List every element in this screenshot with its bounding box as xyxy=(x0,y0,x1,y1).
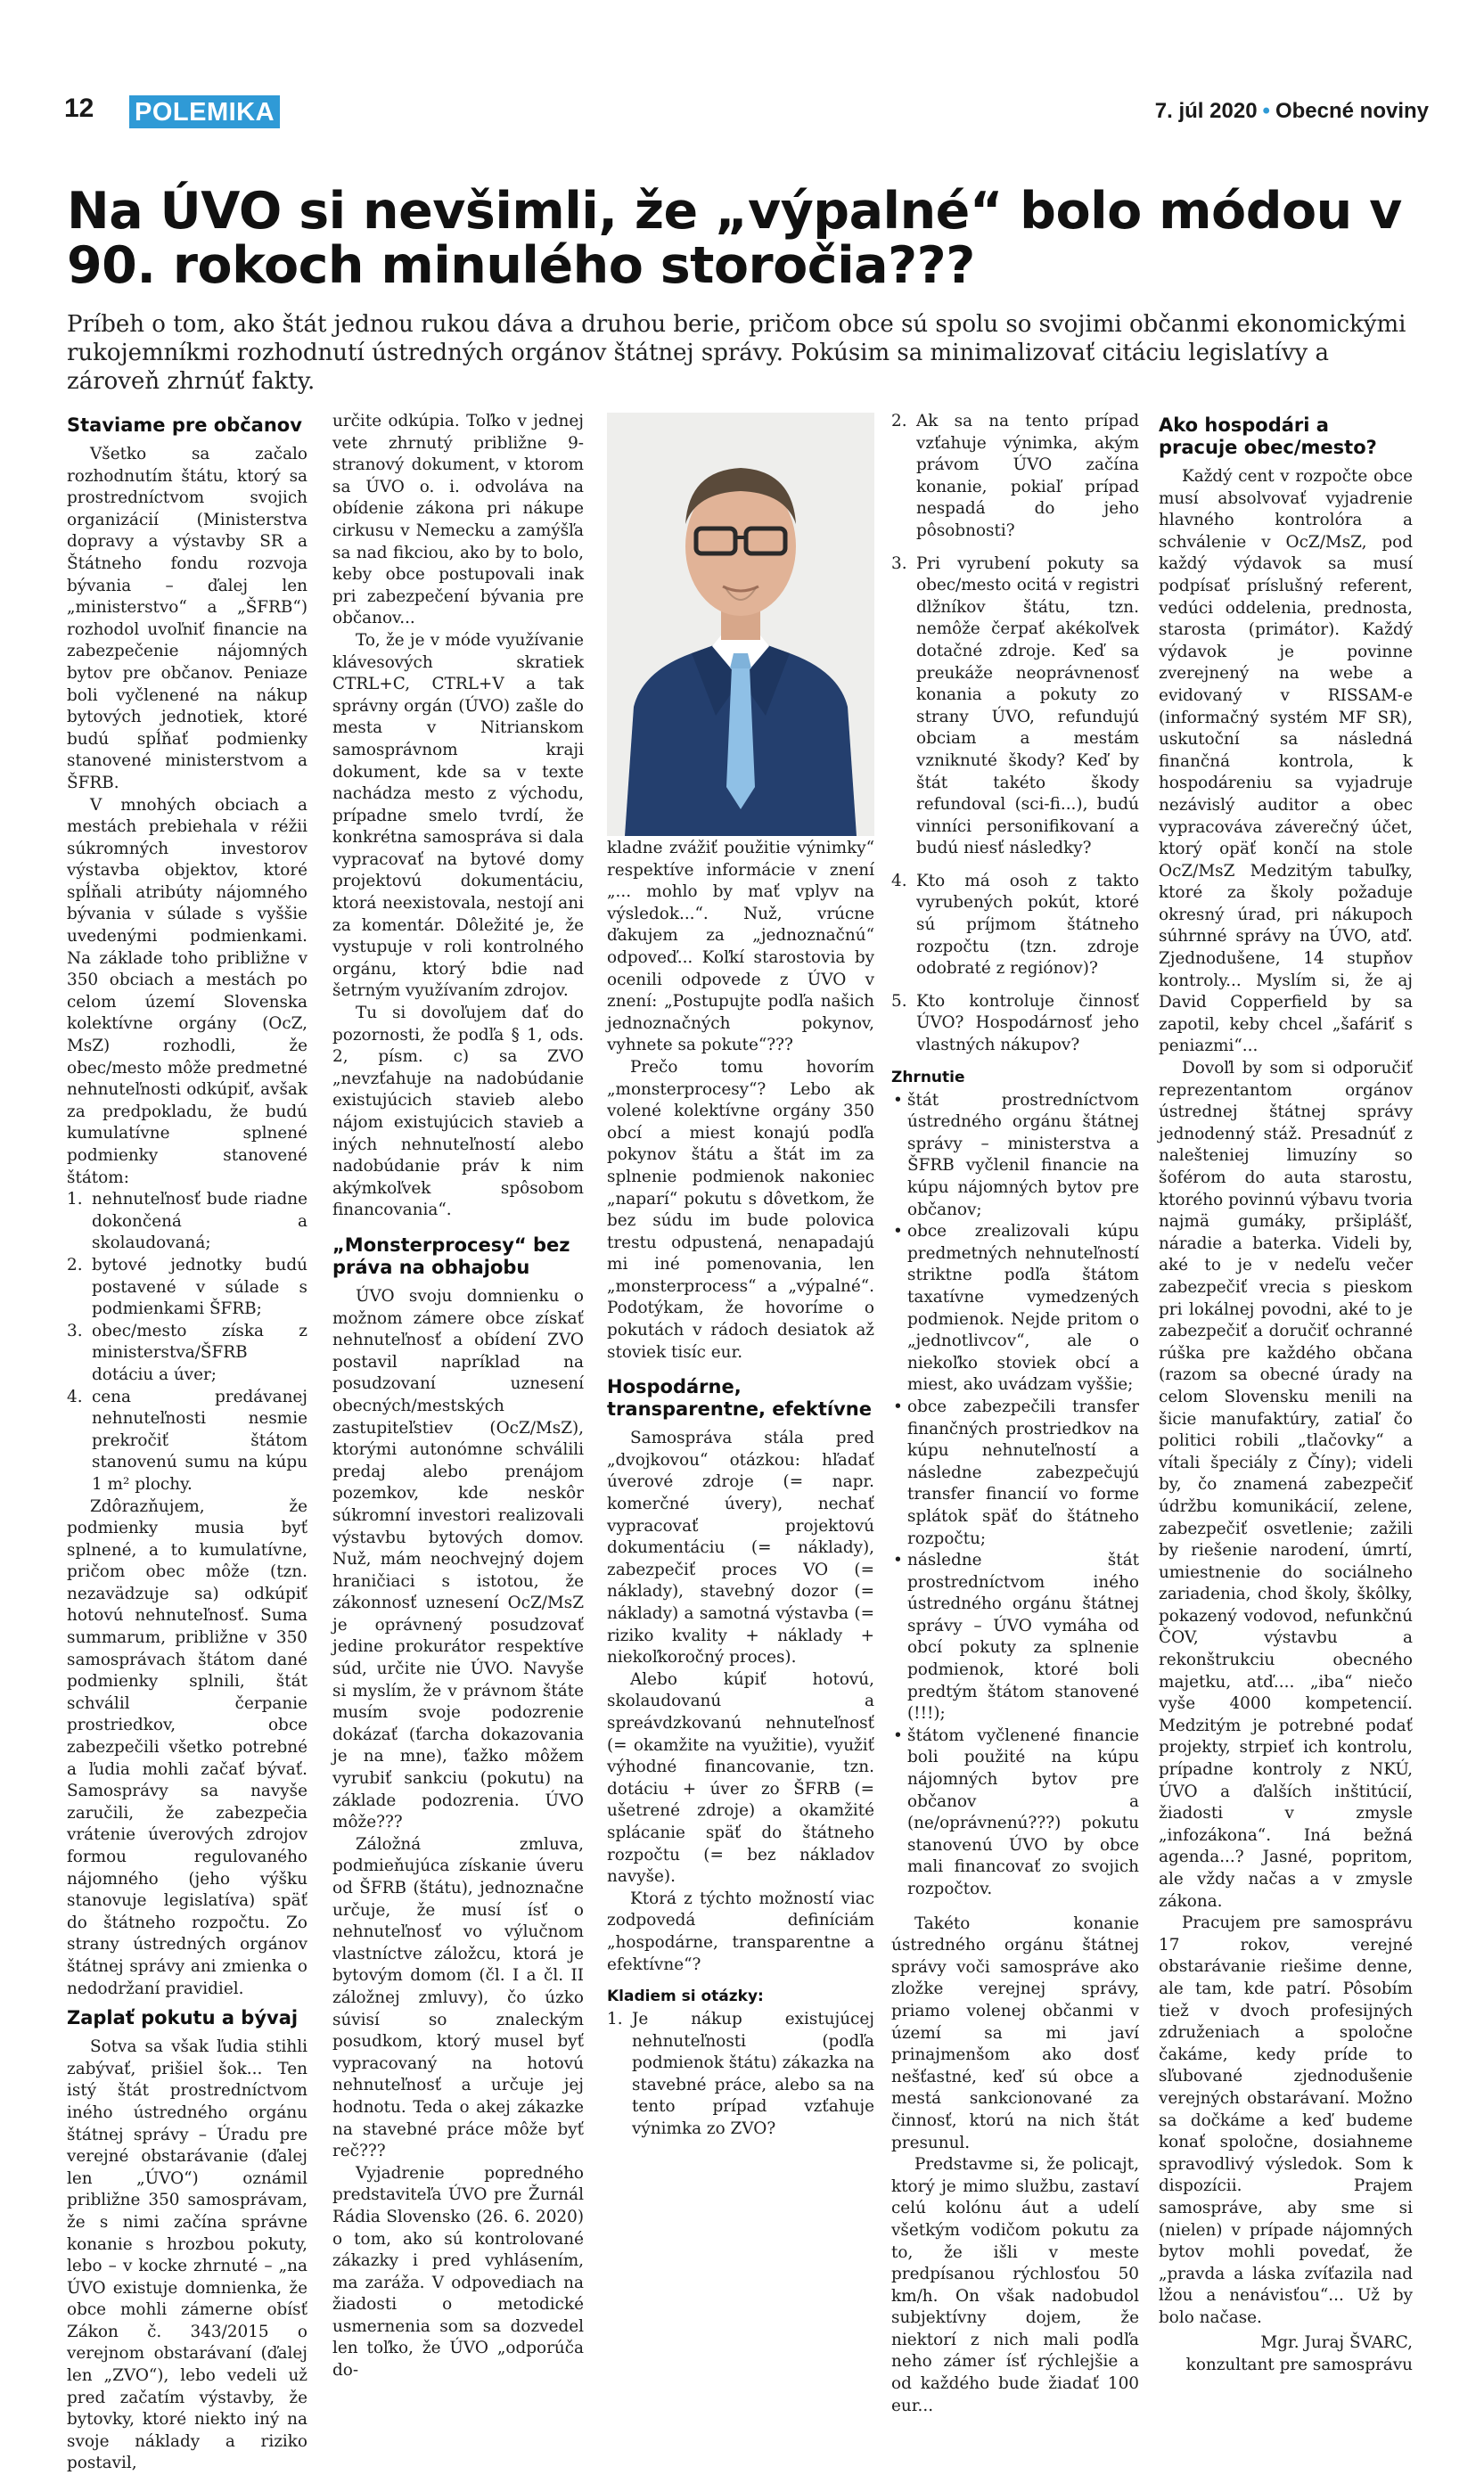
summary-item: • štát prostredníctvom ústredného orgánu štátnej správy – ministerstva a ŠFRB vyčlenil financie na kúpu nájomných bytov pre občanov; xyxy=(891,1090,1139,1222)
column-5 xyxy=(1159,411,1413,2375)
conditions-list xyxy=(67,1189,307,1496)
paragraph: Pracujem pre samosprávu 17 rokov, verejné obstarávanie riešime denne, ale tam, kde patrí. Pôsobím tiež v dvoch profesijných združeniach a spoločne čakáme, kedy príde to sľubované zjednodušenie verejných obstarávaní. Možno sa dočkáme a keď budeme konať spoločne, dosiahneme spravodlivý výsledok. Som k dispozícii. Prajem samospráve, aby sme si (nielen) v prípade nájomných bytov mohli povedať, že „pravda a láska zvíťazila nad lžou a nenávisťou“... Už by bolo načase. xyxy=(1159,1914,1413,2327)
list-item xyxy=(891,991,1139,1057)
author-name: Mgr. Juraj ŠVARC, xyxy=(1260,2333,1413,2353)
subheading-zaplat: Zaplať pokutu a bývaj xyxy=(67,2007,299,2029)
list-number: 3. xyxy=(891,553,907,573)
list-number: 1. xyxy=(607,2010,623,2029)
summary-item: • štátom vyčlenené financie boli použité na kúpu nájomných bytov pre občanov a (ne/oprávnenú???) pokutu stanovenú ÚVO by obce mali financovať zo svojich rozpočtov. xyxy=(891,1725,1139,1901)
summary-item: • následne štát prostredníctvom iného ústredného orgánu štátnej správy – ÚVO vymáha od obcí pokuty za splnenie podmienok, ktoré boli predtým štátom stanovené (!!!); xyxy=(891,1550,1139,1725)
list-text: Je nákup existujúcej nehnuteľnosti (podľa podmienok štátu) zákazka na stavebné práce, alebo sa na tento prípad vzťahuje výnimka zo ZVO? xyxy=(632,2010,874,2139)
paragraph: V mnohých obciach a mestách prebiehala v réžii súkromných investorov výstavba objektov, ktoré spĺňali atribúty nájomného bývania v súlade s vyššie uvedenými podmienkami. Na základe toho približne v 350 obciach a mestách po celom území Slovenska kolektívne orgány (OcZ, MsZ) rozhodli, že obec/mesto môže predmetné nehnuteľnosti odkúpiť, avšak za predpokladu, že budú kumulatívne splnené podmienky stanovené štátom: xyxy=(67,795,307,1187)
column-2 xyxy=(332,411,584,2381)
paragraph: kladne zvážiť použitie výnimky“ respektíve informácie v znení „... mohlo by mať vplyv na výsledok...“. Nuž, vrúcne ďakujem za „jednoznačnú“ odpoveď... Koľkí starostovia by ocenili odpovede z ÚVO v znení: „Postupujte podľa našich jednoznačných pokynov, vyhnete sa pokute“??? xyxy=(607,839,874,1055)
summary-item: • obce zrealizovali kúpu predmetných nehnuteľností striktne podľa štátom taxatívne vymedzených podmienok. Nejde pritom o „jednotlivcov“, ale o niekoľko stoviek obcí a miest, ako uvádzam vyššie; xyxy=(891,1221,1139,1397)
subheading-hospodarne: Hospodárne, transparentne, efektívne xyxy=(607,1376,872,1421)
list-item xyxy=(891,553,1139,860)
questions-list-continued xyxy=(891,411,1139,1057)
page-number: 12 xyxy=(64,94,94,123)
subheading-staviame: Staviame pre občanov xyxy=(67,414,302,436)
list-number: 2. xyxy=(891,412,907,430)
list-item xyxy=(607,2009,874,2141)
paragraph: Tu si dovoľujem dať do pozornosti, že podľa § 1, ods. 2, písm. c) sa ZVO „nevzťahuje na nadobúdanie existujúcich stavieb alebo nájom existujúcich stavieb a iných nehnuteľností alebo nadobúdanie práv k nim akýmkoľvek spôsobom financovania“. xyxy=(332,1004,584,1220)
paragraph: Všetko sa začalo rozhodnutím štátu, ktorý sa prostredníctvom svojich organizácií (Ministerstva dopravy a výstavby SR a Štátneho fondu rozvoja bývania – ďalej len „ministerstvo“ a „ŠFRB“) rozhodol uvoľniť financie na zabezpečenie nájomných bytov pre občanov. Peniaze boli vyčlenené na nákup bytových jednotiek, ktoré budú spĺňať podmienky stanovené ministerstvom a ŠFRB. xyxy=(67,445,307,792)
list-text: Ak sa na tento prípad vzťahuje výnimka, akým právom ÚVO začína konanie, pokiaľ prípad nespadá do jeho pôsobnosti? xyxy=(916,412,1139,540)
list-text: obec/mesto získa z ministerstva/ŠFRB dotáciu a úver; xyxy=(92,1321,307,1384)
list-item xyxy=(67,1189,307,1255)
list-number: 3. xyxy=(67,1321,83,1340)
paragraph: určite odkúpia. Toľko v jednej vete zhrnutý približne 9-stranový dokument, v ktorom sa ÚVO o. i. odvoláva na obídenie zákona pri nákupe cirkusu v Nemecku a zamýšľa sa nad fikciou, ako by to bolo, keby obce postupovali inak pri zabezpečení bývania pre občanov... xyxy=(332,412,584,628)
column-4 xyxy=(891,411,1139,2415)
summary-list xyxy=(891,1090,1139,1901)
section-label: POLEMIKA xyxy=(129,95,280,128)
column-1 xyxy=(67,411,307,2473)
subheading-ako-hospodari: Ako hospodári a pracuje obec/mesto? xyxy=(1159,414,1377,458)
article-lead: Príbeh o tom, ako štát jednou rukou dáva a druhou berie, pričom obce sú spolu so svojimi občanmi ekonomickými rukojemníkmi rozhodnutí ústredných orgánov štátnej správy. Pokúsim sa minimalizovať citáciu legislatívy a zároveň zhrnúť fakty. xyxy=(67,311,1406,395)
paragraph: Záložná zmluva, podmieňujúca získanie úveru od ŠFRB (štátu), jednoznačne určuje, že musí ísť o nehnuteľnosť vo výlučnom vlastníctve záložcu, ktorá je bytovým domom (čl. I a čl. II záložnej zmluvy), čo úzko súvisí so znaleckým posudkom, ktorý musel byť vypracovaný na hotovú nehnuteľnosť a určuje jej hodnotu. Teda o akej zákazke na stavebné práce môže byť reč??? xyxy=(332,1834,584,2161)
list-number: 4. xyxy=(891,871,907,890)
dateline xyxy=(1155,99,1429,124)
list-number: 2. xyxy=(67,1255,83,1274)
portrait-image xyxy=(607,413,874,836)
paragraph: Sotva sa však ľudia stihli zabývať, prišiel šok... Ten istý štát prostredníctvom iného ústredného orgánu štátnej správy – Úradu pre verejné obstarávanie (ďalej len „ÚVO“) oznámil približne 350 samosprávam, že s nimi začína správne konanie s hrozbou pokuty, lebo – v kocke zhrnuté – „na ÚVO existuje domnienka, že obce mohli zámerne obísť Zákon č. 343/2015 o verejnom obstarávaní (ďalej len „ZVO“), lebo vedeli už pred začatím výstavby, že bytovky, ktoré niekto iný na svoje náklady a riziko postavil, xyxy=(67,2037,307,2473)
questions-list xyxy=(607,2009,874,2141)
list-text: Kto má osoh z takto vyrubených pokút, ktoré sú príjmom štátneho rozpočtu (tzn. zdroje odobraté z regiónov)? xyxy=(916,871,1139,979)
list-number: 4. xyxy=(67,1387,83,1406)
subheading-zhrnutie: Zhrnutie xyxy=(891,1068,965,1086)
paragraph: Dovoľl by som si odporučiť reprezentantom orgánov ústrednej štátnej správy jednodenný stáž. Presadnúť z nalešteniej limuzíny so šoférom do auta starostu, ktorého povinnú výbavu tvoria najmä gumáky, pršiplášť, náradie a baterka. Videli by, aké to je v nedeľu večer zabezpečiť vrecia s pieskom pri lokálnej povodni, aké to je zabezpečiť a doručiť ochranné rúška pre každého občana (razom sa obecné úrady na celom Slovensku menili na šicie manufaktúry, zatiaľ čo politici robili „tlačovky“ a vítali špeciály z Číny); videli by, čo znamená zabezpečiť údržbu komunikácií, zelene, zabezpečiť osvetlenie; zažili by riešenie narodení, úmrtí, umiestnenie do sociálneho zariadenia, chod školy, škôlky, pokazený vodovod, nefunkčnú ČOV, výstavbu a rekonštrukciu obecného majetku, atď.... „iba“ niečo vyše 4000 kompetencií. Medzitým je potrebné podať projekty, strpieť ich kontrolu, prípadne kontroly z NKÚ, ÚVO a ďalších inštitúcií, žiadosti v zmysle „infozákona“. Iná bežná agenda...? Jasné, popritom, ale vždy načas a v zmysle zákona. xyxy=(1159,1059,1413,1911)
list-text: Pri vyrubení pokuty sa obec/mesto ocitá v registri dlžníkov štátu, tzn. nemôže čerpať akékoľvek dotačné zdroje. Keď sa preukáže neoprávnenosť konania a pokuty zo strany ÚVO, refundujú obciam a mestám vzniknuté škody? Keď by štát takéto škody refundoval (sci-fi...), budú vinníci personifikovaní a budú niesť následky? xyxy=(916,553,1139,858)
paragraph: Alebo kúpiť hotovú, skolaudovanú a spreávdzkovanú nehnuteľnosť (= okamžite na využitie), využiť výhodné financovanie, tzn. dotáciu + úver zo ŠFRB (= ušetrené zdroje) a okamžité splácanie späť do štátneho rozpočtu (= bez nákladov navyše). xyxy=(607,1669,874,1887)
list-item xyxy=(67,1255,307,1321)
list-item xyxy=(67,1321,307,1387)
paragraph: ÚVO svoju domnienku o možnom zámere obce získať nehnuteľnosť a obídení ZVO postavil napríklad na posudzovaní uznesení obecných/mestských zastupiteľstiev (OcZ/MsZ), ktorými autonómne schválili predaj alebo prenájom pozemkov, kde neskôr súkromní investori realizovali výstavbu bytových domov. Nuž, mám neochvejný dojem hraničiaci s istotou, že zákonnosť uznesení OcZ/MsZ je oprávnený posudzovať jedine prokurátor respektíve súd, určite nie ÚVO. Navyše si myslím, že v právnom štáte musím svoje podozrenie dokázať (ťarcha dokazovania je na mne), ťažko môžem vyrubiť sankciu (pokutu) na základe podozrenia. ÚVO môže??? xyxy=(332,1286,584,1832)
paragraph: To, že je v móde využívanie klávesových skratiek CTRL+C, CTRL+V a tak správny orgán (ÚVO) zašle do mesta v Nitrianskom samosprávnom kraji dokument, kde sa v texte nachádza mesto z východu, prípadne smelo tvrdí, že konkrétna samospráva si dala vypracovať na bytové domy projektovú dokumentáciu, ktorá neexistovala, nestojí ani za komentár. Dôležité je, že vystupuje v roli kontrolného orgánu, ktorý bdie nad šetrným využívaním zdrojov. xyxy=(332,630,584,1001)
paragraph: Ktorá z týchto možností viac zodpovedá definíciám „hospodárne, transparentne a efektívne“? xyxy=(607,1889,874,1974)
paragraph: Prečo tomu hovorím „monsterprocesy“? Lebo ak volené kolektívne orgány 350 obcí a miest konajú podľa pokynov štátu a štát im za splnenie podmienok nakoniec „naparí“ pokutu s dôvetkom, že bez súdu im bude polovica trestu odpustená, nenapadajú mi iné pomenovania, len „monsterprocess“ a „výpalné“. Podotýkam, že hovoríme o pokutách v rádoch desiatok až stoviek tisíc eur. xyxy=(607,1057,874,1362)
paragraph: Predstavme si, že policajt, ktorý je mimo službu, zastaví celú kolónu áut a udelí všetkým vodičom pokutu za to, že išli v meste predpísanou rýchlosťou 50 km/h. On však nadobudol subjektívny dojem, že niektorí z nich mali podľa neho zámer ísť rýchlejšie a od každého bude žiadať 100 eur... xyxy=(891,2155,1139,2415)
separator-dot-icon: • xyxy=(1262,99,1270,123)
paragraph: Každý cent v rozpočte obce musí absolvovať vyjadrenie hlavného kontrolóra a schválenie v OcZ/MsZ, pod každý výdavok sa musí podpísať príslušný referent, vedúci oddelenia, prednosta, starosta (primátor). Každý výdavok je povinne zverejnený na webe a evidovaný v RISSAM-e (informačný systém MF SR), uskutoční sa následná finančná kontrola, k hospodáreniu sa vyjadruje nezávislý auditor a obec vypracováva záverečný účet, ktorý opäť končí na stole OcZ/MsZ Medzitým tabuľky, ktoré za školy požaduje okresný úrad, pri nákupoch súhrnné správy na ÚVO, atď. Zjednodušene, 14 stupňov kontroly... Myslím si, že aj David Copperfield by sa zapotil, keby chcel „šafáriť s peniazmi“... xyxy=(1159,467,1413,1056)
list-item xyxy=(891,411,1139,543)
list-number: 5. xyxy=(891,991,907,1011)
paragraph: Samospráva stála pred „dvojkovou“ otázkou: hľadať úverové zdroje (= napr. komerčné úvery), nechať vypracovať projektovú dokumentáciu (= náklady), zabezpečiť proces VO (= náklady), stavebný dozor (= náklady) a samotná výstavba (= riziko kvality + náklady + niekoľkoročný proces). xyxy=(607,1429,874,1668)
author-role: konzultant pre samosprávu xyxy=(1185,2356,1413,2375)
paragraph: Vyjadrenie popredného predstaviteľa ÚVO pre Žurnál Rádia Slovensko (26. 6. 2020) o tom, ako sú kontrolované zákazky i pred vyhlásením, ma zaráža. V odpovediach na žiadosti o metodické usmernenia som sa dozvedel len toľko, že ÚVO „odporúča do- xyxy=(332,2163,584,2381)
list-item xyxy=(891,871,1139,980)
list-item xyxy=(67,1387,307,1496)
article-headline: Na ÚVO si nevšimli, že „výpalné“ bolo módou v 90. rokoch minulého storočia??? xyxy=(67,182,1402,295)
list-text: cena predávanej nehnuteľnosti nesmie prekročiť štátom stanovenú sumu na kúpu 1 m² plochy. xyxy=(92,1387,307,1494)
paragraph: Takéto konanie ústredného orgánu štátnej správy voči samospráve ako zložke verejnej správy, priamo volenej občanmi v území sa mi javí prinajmenšom ako dosť nešťastné, keď sú obce a mestá sankcionované za činnosť, ktorú na nich štát presunul. xyxy=(891,1914,1139,2152)
author-portrait-photo xyxy=(607,413,874,836)
subheading-monsterprocesy: „Monsterprocesy“ bez práva na obhajobu xyxy=(332,1233,570,1278)
column-3 xyxy=(607,838,874,2139)
page-header xyxy=(55,94,1429,133)
summary-item: • obce zabezpečili transfer finančných prostriedkov na kúpu nehnuteľností a následne zabezpečujú transfer financií vo forme splátok späť do štátneho rozpočtu; xyxy=(891,1397,1139,1550)
list-text: nehnuteľnosť bude riadne dokončená a skolaudovaná; xyxy=(92,1190,307,1253)
list-text: Kto kontroluje činnosť ÚVO? Hospodárnosť jeho vlastných nákupov? xyxy=(916,991,1139,1055)
publication-name: Obecné noviny xyxy=(1275,99,1429,123)
list-text: bytové jednotky budú postavené v súlade s podmienkami ŠFRB; xyxy=(92,1255,307,1319)
issue-date: 7. júl 2020 xyxy=(1154,99,1258,123)
paragraph: Zdôrazňujem, že podmienky musia byť splnené, a to kumulatívne, pričom obec môže (tzn. nezavädzuje sa) odkúpiť hotovú nehnuteľnosť. Suma summarum, približne v 350 samosprávach štátom dané podmienky splnili, štát schválil čerpanie prostriedkov, obce zabezpečili všetko potrebné a ľudia mohli začať bývať. Samosprávy sa navyše zaručili, že zabezpečia vrátenie úverových zdrojov formou regulovaného nájomného (jeho výšku stanovuje legislatíva) späť do štátneho rozpočtu. Zo strany ústredných orgánov štátnej správy ani zmienka o nedodržaní pravidiel. xyxy=(67,1496,307,1998)
list-number: 1. xyxy=(67,1190,83,1209)
subheading-otazky: Kladiem si otázky: xyxy=(607,1987,764,2006)
